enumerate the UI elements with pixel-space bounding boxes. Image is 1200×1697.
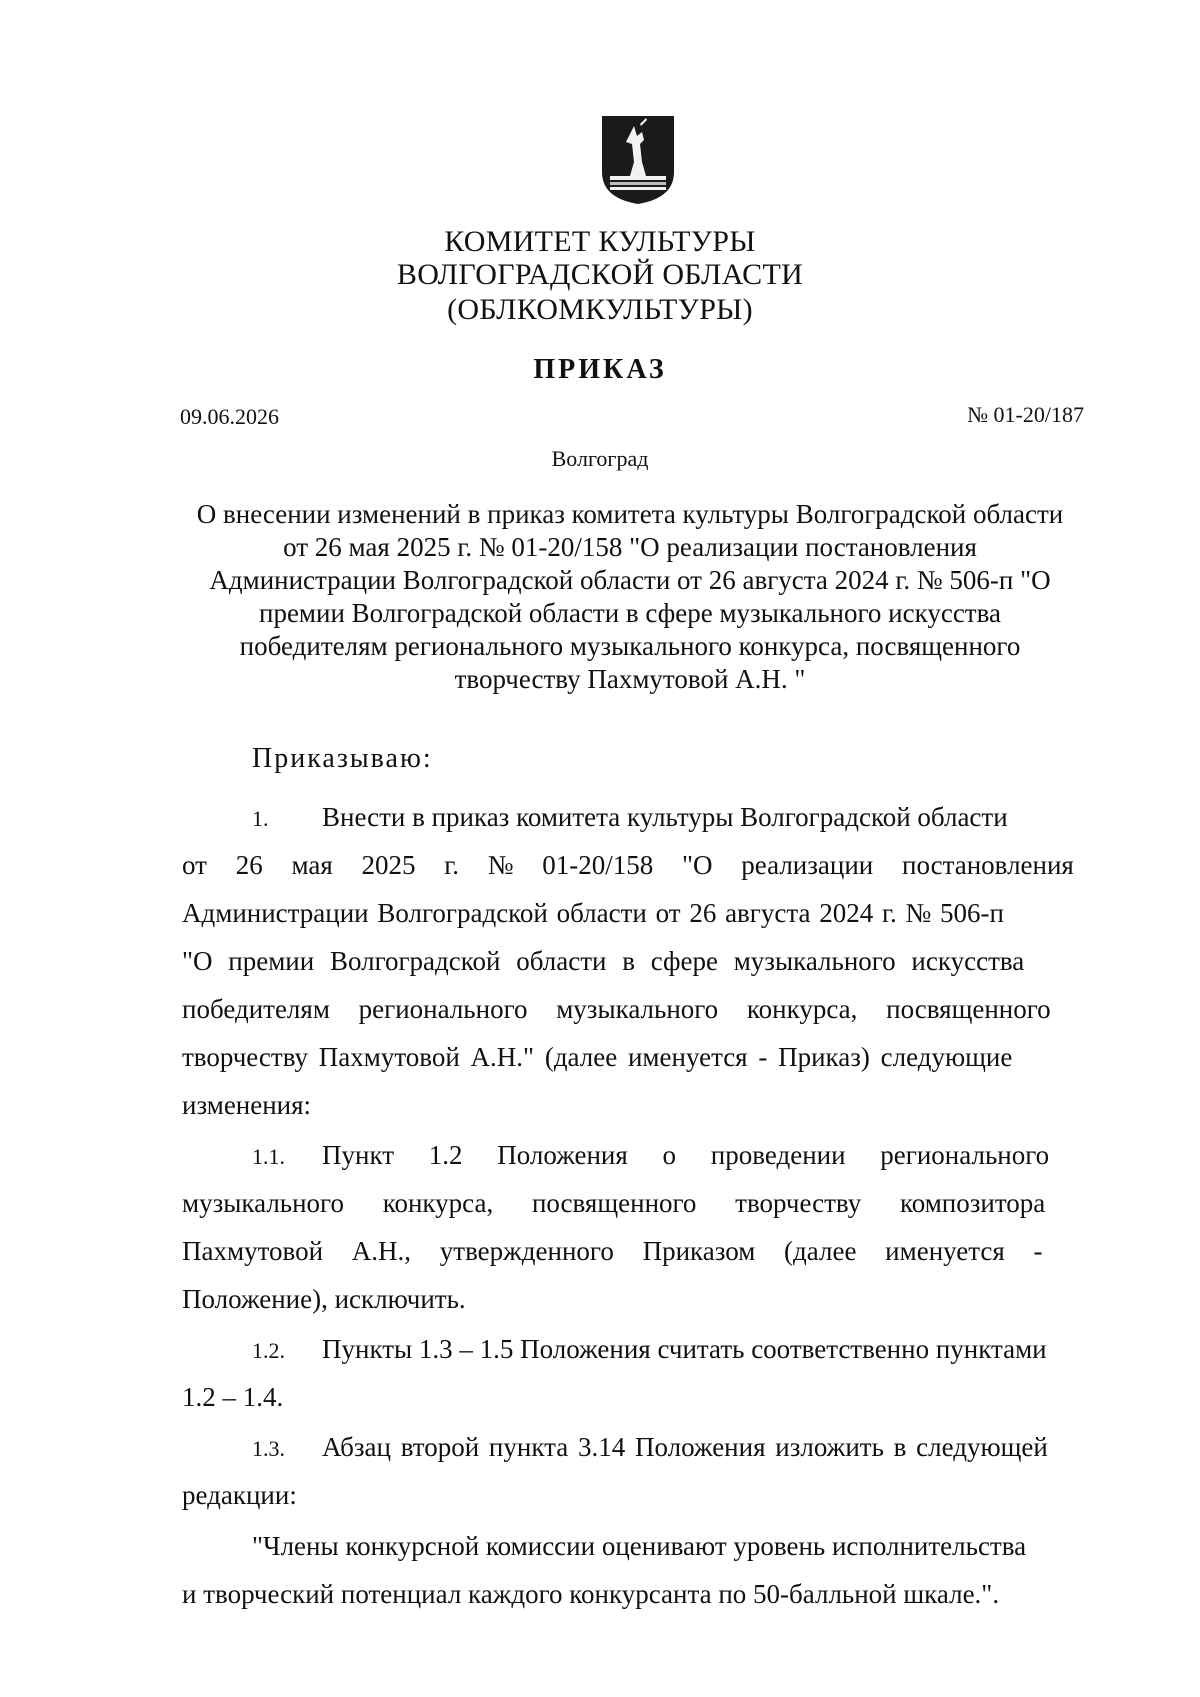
org-name-line-3: (ОБЛКОМКУЛЬТУРЫ) — [447, 293, 753, 326]
paragraph-line: музыкального конкурса, посвященного творчеству композитора — [182, 1188, 1046, 1218]
title-line: Администрации Волгоградской области от 26 августа 2024 г. № 506-п "О — [209, 565, 1051, 595]
item-number: 1.2. — [252, 1338, 285, 1363]
paragraph-line: 1.2 – 1.4. — [182, 1382, 284, 1412]
item-number: 1.3. — [252, 1436, 285, 1461]
paragraph-line: Пахмутовой А.Н., утвержденного Приказом (далее именуется - — [182, 1236, 1043, 1266]
paragraph-line: творчеству Пахмутовой А.Н." (далее именуется - Приказ) следующие — [182, 1042, 1013, 1072]
document-city: Волгоград — [551, 446, 649, 471]
org-name-line-1: КОМИТЕТ КУЛЬТУРЫ — [444, 225, 756, 258]
paragraph-line: Пункт 1.2 Положения о проведении регионального — [322, 1140, 1050, 1170]
order-word: Приказываю: — [252, 743, 433, 774]
paragraph-line: от 26 мая 2025 г. № 01-20/158 "О реализации постановления — [182, 850, 1074, 880]
paragraph-line: редакции: — [182, 1480, 297, 1510]
item-number: 1. — [252, 806, 269, 831]
document-type: ПРИКАЗ — [533, 354, 667, 385]
quote-line: "Члены конкурсной комиссии оценивают уровень исполнительства — [252, 1531, 1027, 1561]
paragraph-line: Администрации Волгоградской области от 26 августа 2024 г. № 506-п — [182, 898, 1004, 928]
paragraph-line: Внести в приказ комитета культуры Волгоградской области — [322, 802, 1008, 832]
title-line: премии Волгоградской области в сфере музыкального искусства — [259, 598, 1001, 628]
quote-line: и творческий потенциал каждого конкурсанта по 50-балльной шкале.". — [182, 1579, 1000, 1609]
paragraph-line: победителям регионального музыкального конкурса, посвященного — [182, 994, 1051, 1024]
title-line: О внесении изменений в приказ комитета культуры Волгоградской области — [196, 499, 1064, 529]
title-line: творчеству Пахмутовой А.Н. " — [454, 664, 806, 694]
paragraph-line: Положение), исключить. — [182, 1284, 466, 1314]
title-line: от 26 мая 2025 г. № 01-20/158 "О реализации постановления — [283, 532, 977, 562]
paragraph-line: Абзац второй пункта 3.14 Положения изложить в следующей — [322, 1432, 1048, 1462]
document-date: 09.06.2026 — [180, 404, 279, 429]
item-number: 1.1. — [252, 1144, 285, 1169]
org-name-line-2: ВОЛГОГРАДСКОЙ ОБЛАСТИ — [396, 258, 804, 291]
paragraph-line: изменения: — [182, 1090, 312, 1120]
document-number: № 01-20/187 — [967, 402, 1084, 427]
volgograd-coat-of-arms-icon — [600, 114, 676, 206]
paragraph-line: Пункты 1.3 – 1.5 Положения считать соответственно пунктами — [322, 1334, 1047, 1364]
title-line: победителям регионального музыкального конкурса, посвященного — [239, 631, 1021, 661]
paragraph-line: "О премии Волгоградской области в сфере музыкального искусства — [182, 946, 1025, 976]
document-title — [160, 498, 1100, 696]
